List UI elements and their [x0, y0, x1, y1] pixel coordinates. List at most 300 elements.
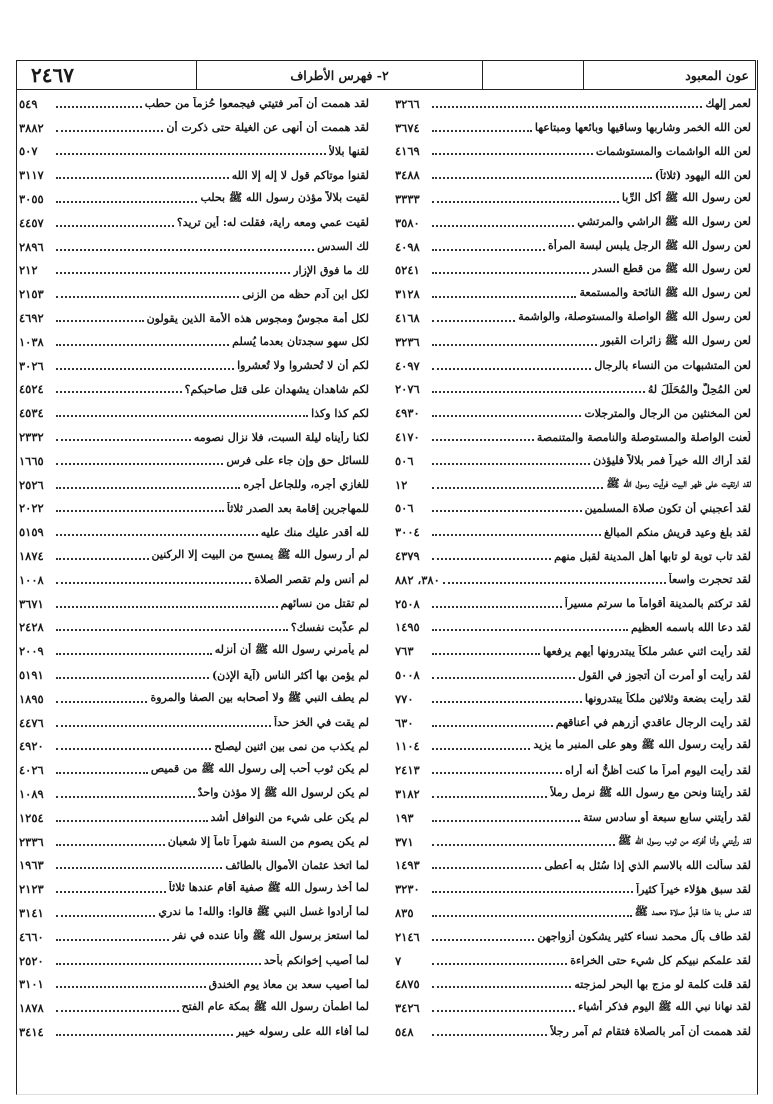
index-entry [395, 854, 751, 878]
dot-leader [432, 534, 601, 536]
dot-leader [56, 225, 174, 227]
entry-text: لقد رأيت الرجال عاقدي أزرهم في أعناقهم [555, 716, 751, 730]
entry-ref: ٤٨٧٥ [395, 977, 420, 992]
index-entry [19, 806, 369, 830]
page-number: ٢٤٦٧ [31, 63, 74, 87]
entry-ref: ٣٠٥٥ [19, 192, 44, 207]
entry-ref: ٢٥٢٦ [19, 477, 44, 492]
index-entry [395, 92, 751, 116]
entry-ref: ٥٠٦ [395, 501, 414, 516]
index-entry [395, 782, 751, 806]
entry-ref: ٣٧١ [395, 834, 414, 849]
index-entry [19, 782, 369, 806]
section-title: ٢- فهرس الأطراف [196, 61, 482, 89]
entry-ref: ٧ [395, 953, 402, 968]
index-entry [19, 592, 369, 616]
entry-text: لما أخذ رسول الله ﷺ صفية أقام عندها ثلاثاً [168, 881, 369, 895]
index-entry [19, 378, 369, 402]
entry-text: لعن رسول الله ﷺ الواصلة والمستوصلة، والواشمة [518, 310, 751, 324]
dot-leader [432, 606, 562, 608]
entry-ref: ٥٤٨ [395, 1024, 414, 1039]
entry-ref: ٣١١٧ [19, 168, 44, 183]
entry-ref: ١٠٨٩ [19, 787, 44, 801]
dot-leader [432, 463, 590, 465]
dot-leader [56, 867, 222, 869]
entry-ref: ٣٣٣٣ [395, 192, 420, 207]
entry-ref: ٤٥٢٤ [19, 382, 44, 397]
index-entry [395, 758, 751, 782]
entry-ref: ٢٣٣٦ [19, 834, 44, 849]
entry-text: لم يطف النبي ﷺ ولا أصحابه بين الصفا والمروة [150, 690, 369, 704]
entry-text: لكل سهو سجدتان بعدما يُسلم [232, 335, 369, 349]
entry-ref: ٣١٤١ [19, 905, 44, 920]
entry-text: لقد صلى بنا هذا قبلُ صلاة محمد ﷺ [634, 904, 751, 918]
index-entry [19, 163, 369, 187]
index-entry [19, 925, 369, 949]
index-entry [395, 568, 751, 592]
index-entry [19, 187, 369, 211]
dot-leader [432, 772, 562, 774]
entry-text: لقيت بلالاً مؤذن رسول الله ﷺ بحلب [200, 191, 369, 205]
index-entry [19, 116, 369, 140]
entry-text: لقد رأيت أو أمرت أن أتجوز في القول [578, 668, 751, 682]
dot-leader [56, 986, 206, 988]
header-spacer [482, 61, 583, 89]
index-entry [395, 116, 751, 140]
index-entry [19, 330, 369, 354]
dot-leader [432, 130, 532, 132]
entry-ref: ١٩٦٣ [19, 858, 44, 873]
dot-leader [56, 653, 212, 655]
entry-text: لما أصيب إخوانكم بأحد [263, 954, 369, 968]
entry-ref: ٣٢٣٠ [395, 882, 420, 897]
entry-text: لعن المخنثين من الرجال والمترجلات [584, 406, 751, 420]
entry-text: لم يكن يصوم من السنة شهراً تاماً إلا شعبان [167, 835, 369, 849]
entry-text: لك السدس [317, 240, 369, 254]
entry-ref: ٣٠٠٤ [395, 525, 420, 540]
entry-ref: ٥١٩١ [19, 668, 44, 683]
entry-ref: ٥٠٧ [19, 144, 38, 159]
index-entry [19, 425, 369, 449]
entry-ref: ٤٠٩٨ [395, 239, 420, 254]
entry-text: لقد أراك الله خيراً فمر بلالاً فليؤذن [593, 454, 751, 468]
dot-leader [432, 867, 541, 869]
entry-text: لقيت عمي ومعه راية، فقلت له: أين تريد؟ [176, 216, 369, 230]
index-entry [395, 259, 751, 283]
entry-text: لقد رأيتني سابع سبعة أو سادس ستة [583, 811, 751, 825]
entry-ref: ٣٤٨٨ [395, 168, 420, 183]
entry-ref: ١٢ [395, 477, 408, 492]
dot-leader [56, 1034, 233, 1036]
entry-ref: ٤٤٥٧ [19, 215, 44, 230]
index-entry [395, 1020, 751, 1044]
dot-leader [432, 844, 615, 846]
entry-ref: ١٠٠٨ [19, 572, 44, 587]
entry-ref: ٤٩٢٠ [19, 739, 44, 754]
entry-text: لقد هممت أن آمر فتيتي فيجمعوا حُزماً من حطب [144, 97, 369, 111]
entry-text: لكنا رأيناه ليلة السبت، فلا نزال نصومه [193, 430, 369, 444]
dot-leader [56, 629, 288, 631]
entry-text: لم يكذب من نمى بين اثنين ليصلح [214, 739, 369, 753]
entry-ref: ٣١٢٨ [395, 287, 420, 302]
entry-text: لكل ابن آدم حظه من الزنى [242, 287, 369, 301]
index-entry [19, 1020, 369, 1044]
entry-ref: ٢٠٢٢ [19, 501, 44, 516]
dot-leader [56, 725, 271, 727]
dot-leader [432, 820, 580, 822]
entry-text: لقد تركتم بالمدينة أقواماً ما سرتم مسيراً [564, 597, 751, 611]
entry-ref: ٥١٥٩ [19, 525, 44, 540]
dot-leader [56, 130, 163, 132]
dot-leader [56, 439, 191, 441]
entry-ref: ٤١٦٨ [395, 311, 420, 326]
index-entry [395, 877, 751, 901]
entry-text: لم تقتل من نسائهم [280, 597, 369, 611]
entry-text: لما اتخذ عثمان الأموال بالطائف [225, 858, 369, 872]
entry-ref: ٣٢٦٦ [395, 96, 420, 111]
entry-text: لقد طاف بآل محمد نساء كثير يشكون أزواجهن [537, 930, 751, 944]
dot-leader [56, 177, 229, 179]
entry-ref: ٣٨٨٢ [19, 120, 44, 135]
entry-text: لقد بلغ وعيد قريش منكم المبالغ [603, 525, 751, 539]
index-entry [395, 282, 751, 306]
entry-text: لقد رأيت رسول الله ﷺ وهو على المنبر ما يزيد [533, 738, 751, 752]
index-entry [19, 282, 369, 306]
entry-ref: ٣٦٧١ [19, 596, 44, 611]
entry-ref: ٣٦٧٤ [395, 120, 420, 135]
entry-text: لقنوا موتاكم قول لا إله إلا الله [231, 168, 369, 182]
index-entry [19, 830, 369, 854]
entry-text: لقد سألت الله بالاسم الذي إذا سُئل به أعطى [544, 858, 751, 872]
dot-leader [432, 391, 645, 393]
entry-ref: ٣٨٠، ٨٨٢ [395, 572, 440, 587]
dot-leader [56, 368, 234, 370]
entry-ref: ٢٥٠٨ [395, 596, 420, 611]
entry-text: لكم أن لا تُحشروا ولا تُعشروا [237, 359, 369, 373]
index-entry [19, 854, 369, 878]
entry-ref: ١٩٣ [395, 810, 414, 825]
entry-text: لعن رسول الله ﷺ أكل الرِّبا [621, 191, 751, 205]
dot-leader [432, 629, 628, 631]
dot-leader [432, 415, 581, 417]
entry-text: لقد هممت أن أنهى عن الغيلة حتى ذكرت أن [166, 121, 369, 135]
entry-ref: ٤٦٩٢ [19, 311, 44, 326]
dot-leader [56, 963, 261, 965]
entry-text: لم يكن ثوب أحب إلى رسول الله ﷺ من قميص [150, 762, 369, 776]
dot-leader [432, 368, 591, 370]
dot-leader [56, 510, 224, 512]
index-entry [395, 449, 751, 473]
index-entry [395, 330, 751, 354]
dot-leader [56, 415, 308, 417]
entry-ref: ٦٣٠ [395, 715, 414, 730]
dot-leader [432, 272, 589, 274]
entry-text: لقد تاب توبة لو تابها أهل المدينة لقبل منهم [554, 549, 751, 563]
index-entry [19, 92, 369, 116]
entry-text: لقد قلت كلمة لو مزج بها البحر لمزجته [574, 977, 751, 991]
entry-ref: ٥٠٠٨ [395, 668, 420, 683]
entry-ref: ٤٦٦٠ [19, 929, 44, 944]
entry-text: لقد علمكم نبيكم كل شيء حتى الخراءة [570, 954, 751, 968]
index-entry [395, 639, 751, 663]
entry-ref: ٥٢٤١ [395, 263, 420, 278]
entry-ref: ٢١٤٦ [395, 929, 420, 944]
entry-ref: ١٨٧٤ [19, 549, 44, 564]
dot-leader [432, 677, 575, 679]
index-entry [19, 996, 369, 1020]
entry-ref: ٥٤٩ [19, 96, 38, 111]
entry-text: لقد رأيت اثني عشر ملكاً يبتدرونها أيهم يرفعها [543, 644, 751, 658]
index-entry [395, 544, 751, 568]
entry-text: لعن المتشبهات من النساء بالرجال [594, 359, 751, 373]
index-entry [19, 972, 369, 996]
dot-leader [56, 677, 209, 679]
index-entry [395, 211, 751, 235]
index-entry [19, 877, 369, 901]
index-entry [19, 616, 369, 640]
dot-leader [56, 891, 166, 893]
entry-ref: ١٢٥٤ [19, 810, 44, 825]
index-entry [19, 497, 369, 521]
dot-leader [56, 796, 195, 798]
entry-text: لما اطمأن رسول الله ﷺ بمكة عام الفتح [181, 1000, 369, 1014]
entry-ref: ٤٤٧٦ [19, 715, 44, 730]
entry-text: لقد دعا الله باسمه العظيم [630, 620, 751, 634]
entry-ref: ٥٠٦ [395, 453, 414, 468]
entry-text: لعمر إلهك [705, 97, 751, 111]
index-entry [395, 592, 751, 616]
entry-text: لقد رأيتني وأنا أفركه من ثوب رسول الله ﷺ [617, 833, 751, 847]
dot-leader [432, 558, 551, 560]
index-entry [395, 187, 751, 211]
dot-leader [56, 939, 169, 941]
index-entry [395, 497, 751, 521]
entry-text: لعن رسول الله ﷺ زائرات القبور [600, 333, 751, 347]
index-entry [395, 830, 751, 854]
index-entry [19, 949, 369, 973]
dot-leader [56, 249, 314, 251]
dot-leader [432, 1034, 547, 1036]
entry-text: لكل أمة مجوسٌ ومجوس هذه الأمة الذين يقولون [146, 311, 369, 325]
entry-ref: ١٤٩٣ [395, 858, 420, 873]
dot-leader [432, 701, 582, 703]
entry-text: لم يأمرني رسول الله ﷺ أن أنزله [214, 643, 369, 657]
dot-leader [56, 534, 258, 536]
dot-leader [432, 439, 534, 441]
index-entry [395, 306, 751, 330]
dot-leader [432, 320, 515, 322]
entry-ref: ٢١٢ [19, 263, 38, 278]
index-entry [19, 211, 369, 235]
dot-leader [432, 153, 593, 155]
entry-ref: ٤٥٣٤ [19, 406, 44, 421]
entry-text: لم أنس ولم تقصر الصلاة [254, 573, 369, 587]
entry-text: لم عذَّبت نفسك؟ [290, 620, 369, 634]
entry-text: لقد ارتقيت على ظهر البيت فرأيت رسول الله ﷺ [606, 476, 751, 490]
dot-leader [56, 558, 149, 560]
entry-text: لقد سبق هؤلاء خيراً كثيراً [636, 882, 751, 896]
entry-text: لقد تحجرت واسعاً [668, 573, 751, 587]
entry-text: لم يكن على شيء من النوافل أشد [210, 811, 369, 825]
dot-leader [432, 963, 567, 965]
dot-leader [432, 891, 633, 893]
entry-ref: ٣٠٢٦ [19, 358, 44, 373]
dot-leader [56, 772, 148, 774]
entry-ref: ٢٤٢٨ [19, 620, 44, 635]
entry-ref: ٣٤٢٦ [395, 1001, 420, 1016]
dot-leader [432, 986, 571, 988]
dot-leader [432, 939, 534, 941]
entry-text: لعن المُحِلَّ والمُحَلَّلَ لهُ [647, 382, 751, 396]
index-entry [395, 235, 751, 259]
index-entry [19, 140, 369, 164]
entry-text: للسائل حق وإن جاء على فرس [226, 454, 369, 468]
index-entry [395, 711, 751, 735]
entry-text: لعن رسول الله ﷺ الراشي والمرتشي [577, 214, 751, 228]
dot-leader [56, 915, 155, 917]
entry-ref: ٤١٦٩ [395, 144, 420, 159]
entry-ref: ٧٦٣ [395, 644, 414, 659]
dot-leader [443, 582, 666, 584]
dot-leader [432, 249, 545, 251]
entry-ref: ١١٠٤ [395, 739, 420, 754]
entry-text: لقد رأيتنا ونحن مع رسول الله ﷺ نرمل رملاً [550, 786, 751, 799]
entry-text: لله أقدر عليك منك عليه [260, 525, 369, 539]
entry-text: لك ما فوق الإزار [293, 263, 369, 277]
entry-ref: ٤٩٣٠ [395, 406, 420, 421]
dot-leader [56, 820, 208, 822]
entry-text: لعن رسول الله ﷺ من قطع السدر [591, 262, 751, 276]
index-entry [19, 354, 369, 378]
index-entry [19, 711, 369, 735]
dot-leader [56, 272, 290, 274]
dot-leader [432, 748, 530, 750]
entry-ref: ٢٥٢٠ [19, 953, 44, 968]
dot-leader [432, 296, 576, 298]
entry-ref: ٢٨٩٦ [19, 239, 44, 254]
entry-text: لعن الله الواشمات والمستوشمات [595, 144, 751, 158]
entry-text: لعن الله اليهود (ثلاثاً) [654, 168, 751, 182]
entry-text: لقنها بلالاً [328, 144, 369, 158]
entry-text: لعن الله الخمر وشاربها وساقيها وبائعها ومبتاعها [534, 121, 751, 135]
entry-ref: ٢١٥٣ [19, 287, 44, 302]
dot-leader [56, 201, 197, 203]
dot-leader [432, 510, 582, 512]
index-entry [395, 616, 751, 640]
entry-ref: ٢٠٠٩ [19, 644, 44, 659]
index-entry [19, 544, 369, 568]
dot-leader [432, 1010, 575, 1012]
index-entry [19, 568, 369, 592]
dot-leader [56, 320, 144, 322]
index-entry [19, 520, 369, 544]
entry-text: لُعنت الواصلة والمستوصلة والنامصة والمتنمصة [536, 430, 751, 444]
entry-text: لما أُصيب سعد بن معاذ يوم الخندق [208, 977, 369, 991]
index-entry [395, 949, 751, 973]
entry-ref: ٣٤١٤ [19, 1024, 44, 1039]
index-entry [19, 639, 369, 663]
entry-ref: ١٨٩٥ [19, 691, 44, 706]
dot-leader [56, 106, 142, 108]
entry-ref: ٣١٨٢ [395, 787, 420, 801]
index-entry [395, 473, 751, 497]
index-entry [19, 901, 369, 925]
index-entry [395, 378, 751, 402]
entry-ref: ٣١٠١ [19, 977, 44, 992]
entry-text: لما أرادوا غسل النبي ﷺ قالوا: والله! ما ندري [158, 904, 369, 918]
entry-text: للمهاجرين إقامة بعد الصدر ثلاثاً [226, 501, 369, 515]
dot-leader [56, 487, 240, 489]
index-entry [395, 806, 751, 830]
entry-text: للغازي أجره، وللجاعل أجره [243, 478, 369, 492]
entry-ref: ٤١٧٠ [395, 430, 420, 445]
entry-text: لعن رسول الله ﷺ النائحة والمستمعة [579, 286, 751, 300]
dot-leader [56, 701, 147, 703]
entry-ref: ٢١٢٣ [19, 882, 44, 897]
dot-leader [56, 1010, 179, 1012]
index-entry [395, 520, 751, 544]
dot-leader [56, 582, 251, 584]
entry-text: لم يقت في الخز حداً [273, 716, 369, 730]
entry-text: لقد نهانا نبي الله ﷺ اليوم فذكر أشياء [578, 1000, 751, 1014]
index-entry [19, 473, 369, 497]
index-entry [395, 996, 751, 1020]
index-entry [395, 663, 751, 687]
entry-text: لقد أعجبني أن تكون صلاة المسلمين [584, 501, 751, 515]
entry-text: لم يكن لرسول الله ﷺ إلا مؤذن واحدٌ [197, 786, 369, 799]
entry-ref: ٤٣٧٩ [395, 549, 420, 564]
entry-ref: ٢٣٣٢ [19, 430, 44, 445]
index-entry [395, 901, 751, 925]
index-entry [19, 401, 369, 425]
entry-ref: ٤٠٩٧ [395, 358, 420, 373]
index-entry [395, 140, 751, 164]
dot-leader [56, 391, 182, 393]
entry-ref: ٣٥٨٠ [395, 215, 420, 230]
dot-leader [56, 606, 278, 608]
index-entry [19, 735, 369, 759]
dot-leader [432, 915, 632, 917]
dot-leader [56, 463, 223, 465]
entry-ref: ٤٠٢٦ [19, 763, 44, 778]
dot-leader [56, 296, 239, 298]
index-entry [395, 163, 751, 187]
index-entry [395, 925, 751, 949]
index-entry [395, 735, 751, 759]
entry-text: لما استعز برسول الله ﷺ وأنا عنده في نفر [171, 928, 369, 942]
running-header [16, 60, 756, 90]
dot-leader [432, 344, 597, 346]
entry-ref: ١٠٣٨ [19, 334, 44, 349]
index-entry [395, 401, 751, 425]
index-entry [19, 663, 369, 687]
entry-text: لكم كذا وكذا [311, 406, 369, 420]
entry-text: لكم شاهدان يشهدان على قتل صاحبكم؟ [184, 382, 369, 396]
index-entry [19, 235, 369, 259]
dot-leader [432, 106, 702, 108]
entry-text: لعن رسول الله ﷺ الرجل يلبس لبسة المرأة [548, 238, 751, 252]
entry-text: لم أر رسول الله ﷺ يمسح من البيت إلا الركنين [151, 548, 369, 562]
entry-text: لم يؤمن بها أكثر الناس (آية الإذن) [211, 668, 369, 682]
book-title: عون المعبود [583, 61, 755, 89]
dot-leader [432, 487, 603, 489]
index-entry [19, 687, 369, 711]
index-entry [395, 687, 751, 711]
index-entry [19, 758, 369, 782]
dot-leader [432, 201, 619, 203]
index-entry [395, 972, 751, 996]
entry-text: لقد رأيت بضعة وثلاثين ملكاً يبتدرونها [584, 692, 751, 706]
